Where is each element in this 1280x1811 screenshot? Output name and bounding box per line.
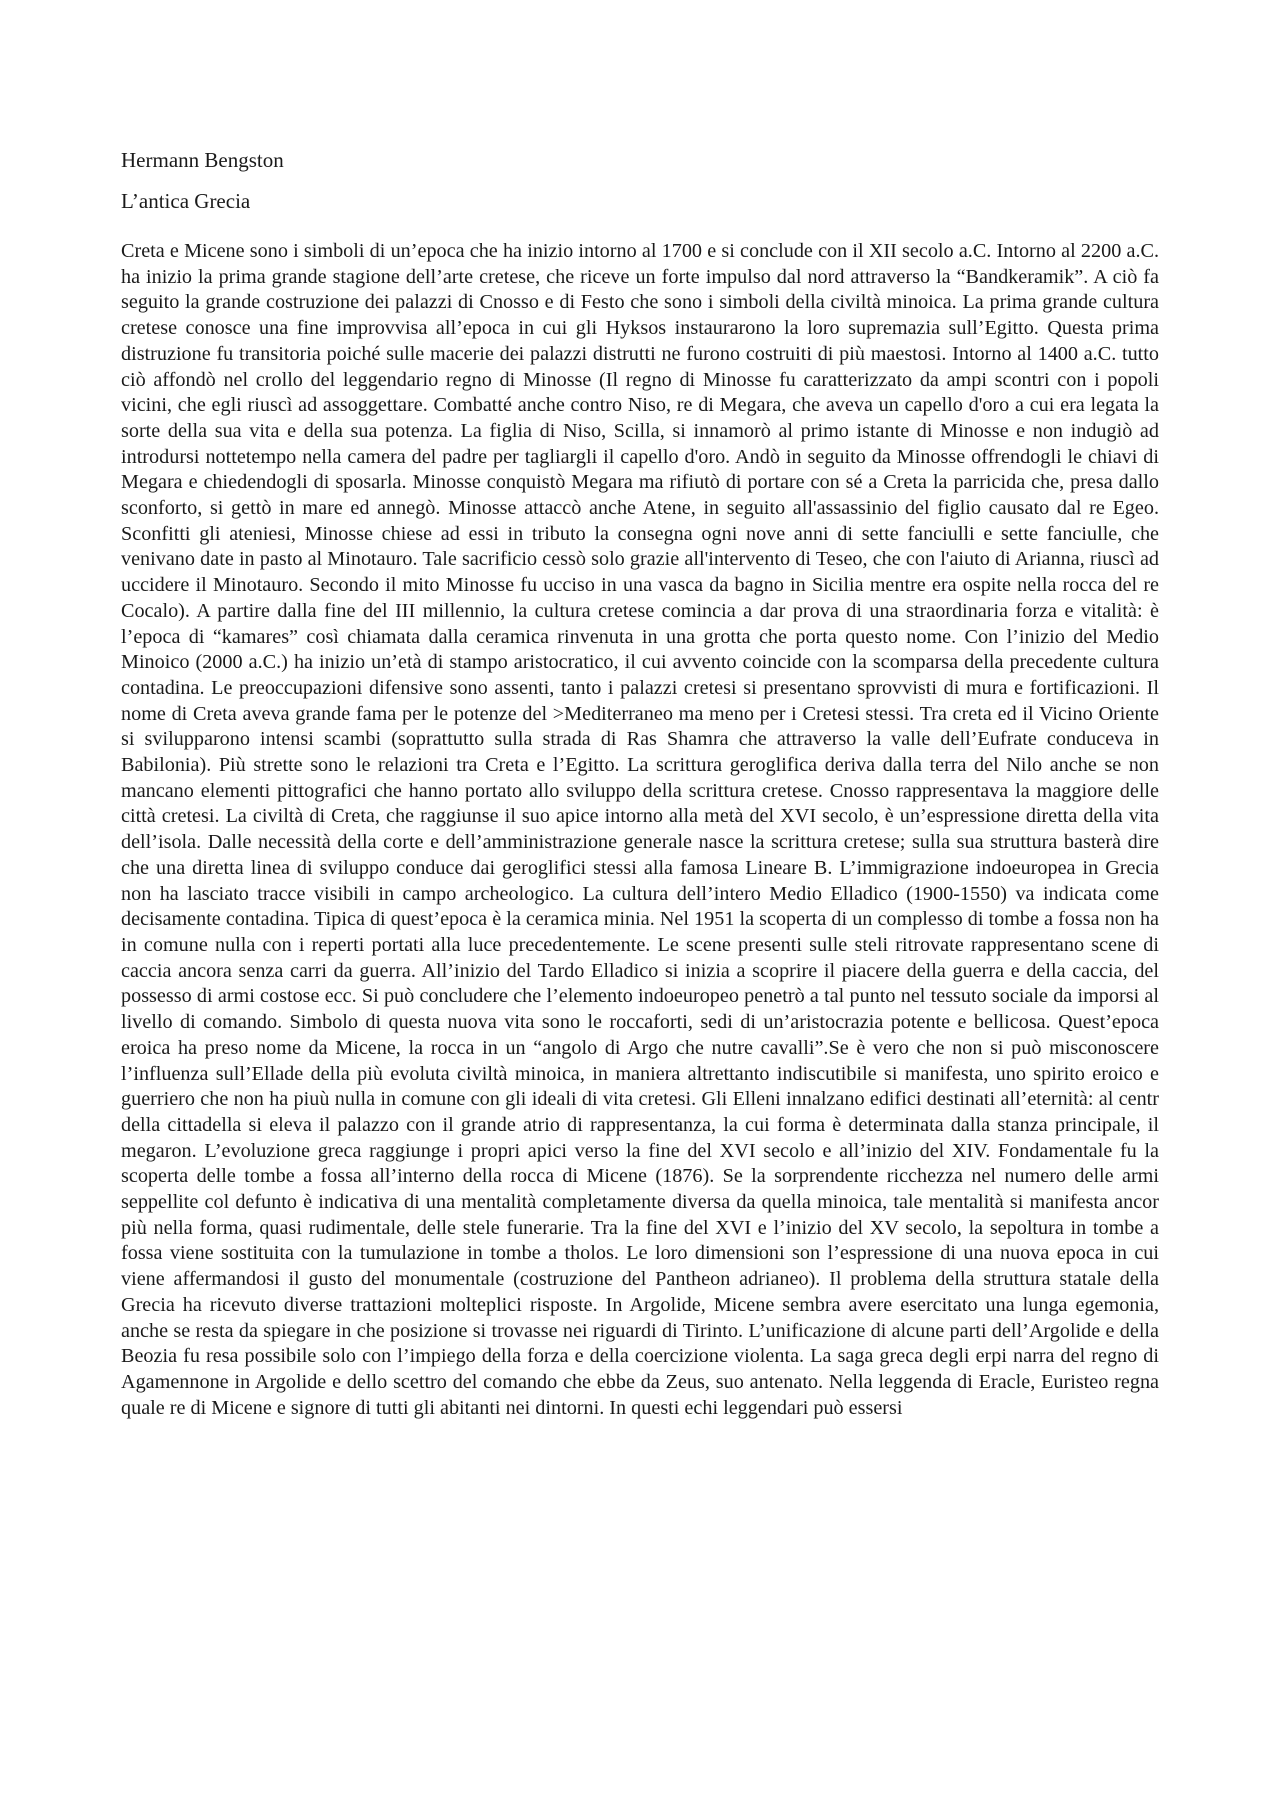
document-title: L’antica Grecia	[121, 189, 251, 213]
author-name: Hermann Bengston	[121, 148, 284, 172]
document-page	[121, 146, 1159, 1421]
body-paragraph: Creta e Micene sono i simboli di un’epoca che ha inizio intorno al 1700 e si conclude con il XII secolo a.C. Intorno al 2200 a.C. ha inizio la prima grande stagione dell’arte cretese, che riceve un forte impulso dal nord attraverso la “Bandkeramik”. A ciò fa seguito la grande costruzione dei palazzi di Cnosso e di Festo che sono i simboli della civiltà minoica. La prima grande cultura cretese conosce una fine improvvisa all’epoca in cui gli Hyksos instaurarono la loro supremazia sull’Egitto. Questa prima distruzione fu transitoria poiché sulle macerie dei palazzi distrutti ne furono costruiti di più maestosi. Intorno al 1400 a.C. tutto ciò affondò nel crollo del leggendario regno di Minosse (Il regno di Minosse fu caratterizzato da ampi scontri con i popoli vicini, che egli riuscì ad assoggettare. Combatté anche contro Niso, re di Megara, che aveva un capello d'oro a cui era legata la sorte della sua vita e della sua potenza. La figlia di Niso, Scilla, si innamorò al primo istante di Minosse e non indugiò ad introdursi nottetempo nella camera del padre per tagliargli il capello d'oro. Andò in seguito da Minosse offrendogli le chiavi di Megara e chiedendogli di sposarla. Minosse conquistò Megara ma rifiutò di portare con sé a Creta la parricida che, presa dallo sconforto, si gettò in mare ed annegò. Minosse attaccò anche Atene, in seguito all'assassinio del figlio causato dal re Egeo. Sconfitti gli ateniesi, Minosse chiese ad essi in tributo la consegna ogni nove anni di sette fanciulli e sette fanciulle, che venivano date in pasto al Minotauro. Tale sacrificio cessò solo grazie all'intervento di Teseo, che con l'aiuto di Arianna, riuscì ad uccidere il Minotauro. Secondo il mito Minosse fu ucciso in una vasca da bagno in Sicilia mentre era ospite nella rocca del re Cocalo). A partire dalla fine del III millennio, la cultura cretese comincia a dar prova di una straordinaria forza e vitalità: è l’epoca di “kamares” così chiamata dalla ceramica rinvenuta in una grotta che porta questo nome. Con l’inizio del Medio Minoico (2000 a.C.) ha inizio un’età di stampo aristocratico, il cui avvento coincide con la scomparsa della precedente cultura contadina. Le preoccupazioni difensive sono assenti, tanto i palazzi cretesi si presentano sprovvisti di mura e fortificazioni. Il nome di Creta aveva grande fama per le potenze del >Mediterraneo ma meno per i Cretesi stessi. Tra creta ed il Vicino Oriente si svilupparono intensi scambi (soprattutto sulla strada di Ras Shamra che attraverso la valle dell’Eufrate conduceva in Babilonia). Più strette sono le relazioni tra Creta e l’Egitto. La scrittura geroglifica deriva dalla terra del Nilo anche se non mancano elementi pittografici che hanno portato allo sviluppo della scrittura cretese. Cnosso rappresentava la maggiore delle città cretesi. La civiltà di Creta, che raggiunse il suo apice intorno alla metà del XVI secolo, è un’espressione diretta della vita dell’isola. Dalle necessità della corte e dell’amministrazione generale nasce la scrittura cretese; sulla sua struttura basterà dire che una diretta linea di sviluppo conduce dai geroglifici stessi alla famosa Lineare B. L’immigrazione indoeuropea in Grecia non ha lasciato tracce visibili in campo archeologico. La cultura dell’intero Medio Elladico (1900-1550) va indicata come decisamente contadina. Tipica di quest’epoca è la ceramica minia. Nel 1951 la scoperta di un complesso di tombe a fossa non ha in comune nulla con i reperti portati alla luce precedentemente. Le scene presenti sulle steli ritrovate rappresentano scene di caccia ancora senza carri da guerra. All’inizio del Tardo Elladico si inizia a scoprire il piacere della guerra e della caccia, del possesso di armi costose ecc. Si può concludere che l’elemento indoeuropeo penetrò a tal punto nel tessuto sociale da imporsi al livello di comando. Simbolo di questa nuova vita sono le roccaforti, sedi di un’aristocrazia potente e bellicosa. Quest’epoca eroica ha preso nome da Micene, la rocca in un “angolo di Argo che nutre cavalli”.Se è vero che non si può misconoscere l’influenza sull’Ellade della più evoluta civiltà minoica, in maniera altrettanto indiscutibile si manifesta, uno spirito eroico e guerriero che non ha piuù nulla in comune con gli ideali di vita cretesi. Gli Elleni innalzano edifici destinati all’eternità: al centr della cittadella si eleva il palazzo con il grande atrio di rappresentanza, la cui forma è determinata dalla stanza principale, il megaron. L’evoluzione greca raggiunge i propri apici verso la fine del XVI secolo e all’inizio del XIV. Fondamentale fu la scoperta delle tombe a fossa all’interno della rocca di Micene (1876). Se la sorprendente ricchezza nel numero delle armi seppellite col defunto è indicativa di una mentalità completamente diversa da quella minoica, tale mentalità si manifesta ancor più nella forma, quasi rudimentale, delle stele funerarie. Tra la fine del XVI e l’inizio del XV secolo, la sepoltura in tombe a fossa viene sostituita con la tumulazione in tombe a tholos. Le loro dimensioni son l’espressione di una nuova epoca in cui viene affermandosi il gusto del monumentale (costruzione del Pantheon adrianeo). Il problema della struttura statale della Grecia ha ricevuto diverse trattazioni molteplici risposte. In Argolide, Micene sembra avere esercitato una lunga egemonia, anche se resta da spiegare in che posizione si trovasse nei riguardi di Tirinto. L’unificazione di alcune parti dell’Argolide e della Beozia fu resa possibile solo con l’impiego della forza e della coercizione violenta. La saga greca degli erpi narra del regno di Agamennone in Argolide e dello scettro del comando che ebbe da Zeus, suo antenato. Nella leggenda di Eracle, Euristeo regna quale re di Micene e signore di tutti gli abitanti nei dintorni. In questi echi leggendari può essersi	[121, 240, 1159, 1419]
